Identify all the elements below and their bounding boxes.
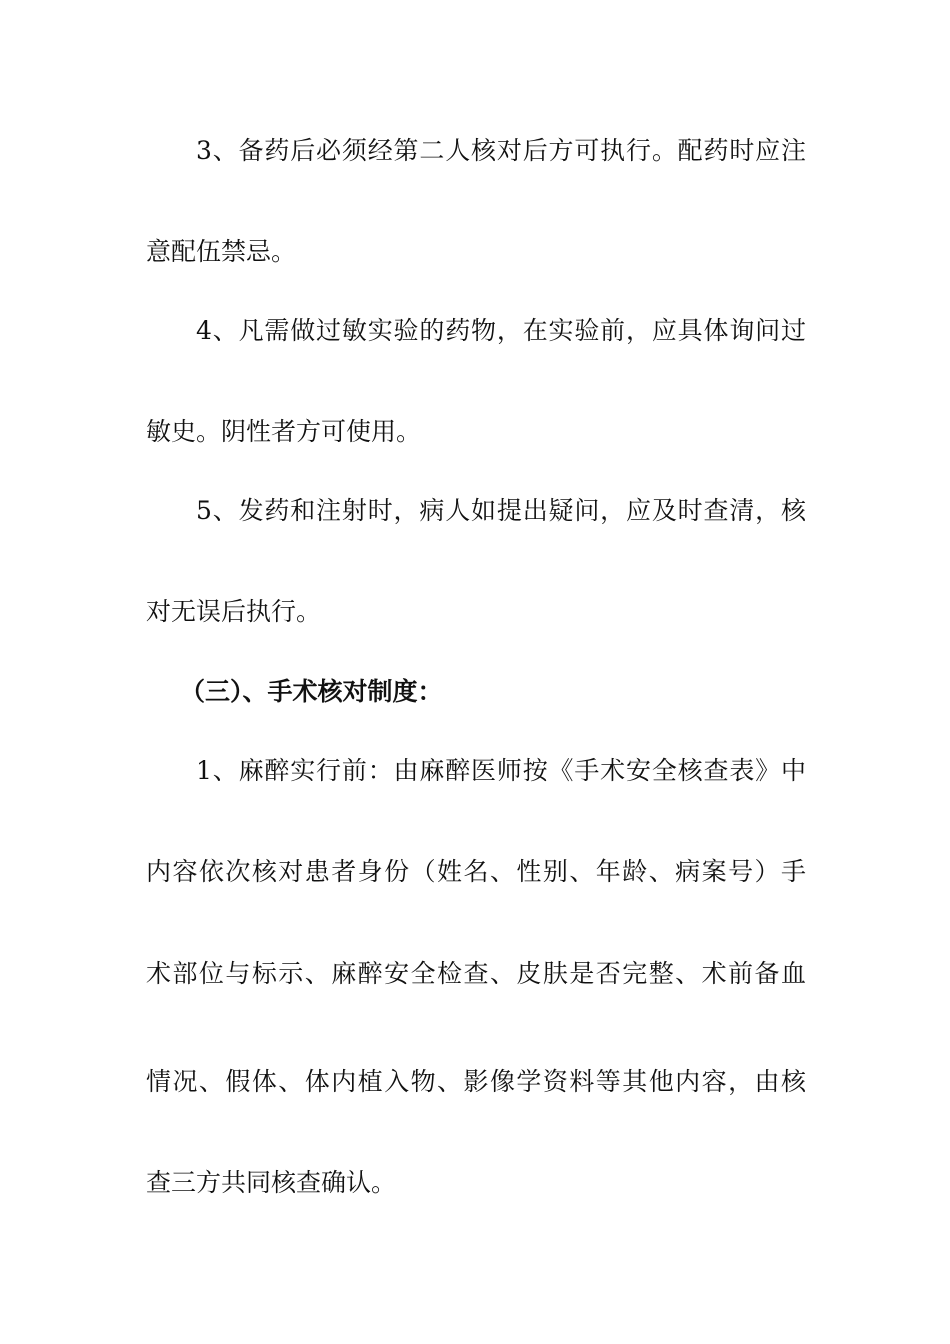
section-3-item-1-line-2: 内容依次核对患者身份（姓名、性别、年龄、病案号）手 (146, 857, 806, 886)
item-3-line-2: 意配伍禁忌。 (146, 237, 297, 266)
item-4-line-1: 4、凡需做过敏实验的药物，在实验前，应具体询问过 (196, 316, 806, 345)
item-3-line-1: 3、备药后必须经第二人核对后方可执行。配药时应注 (196, 136, 806, 165)
section-3-item-1-line-1: 1、麻醉实行前：由麻醉医师按《手术安全核查表》中 (196, 756, 806, 785)
section-heading-surgery-check: （三）、手术核对制度： (180, 677, 443, 706)
item-4-line-2: 敏史。阴性者方可使用。 (146, 417, 422, 446)
item-5-line-1: 5、发药和注射时，病人如提出疑问，应及时查清，核 (196, 496, 806, 525)
section-3-item-1-line-5: 查三方共同核查确认。 (146, 1168, 397, 1197)
section-3-item-1-line-4: 情况、假体、体内植入物、影像学资料等其他内容，由核 (146, 1067, 806, 1096)
item-5-line-2: 对无误后执行。 (146, 597, 322, 626)
section-3-item-1-line-3: 术部位与标示、麻醉安全检查、皮肤是否完整、术前备血 (146, 959, 806, 988)
